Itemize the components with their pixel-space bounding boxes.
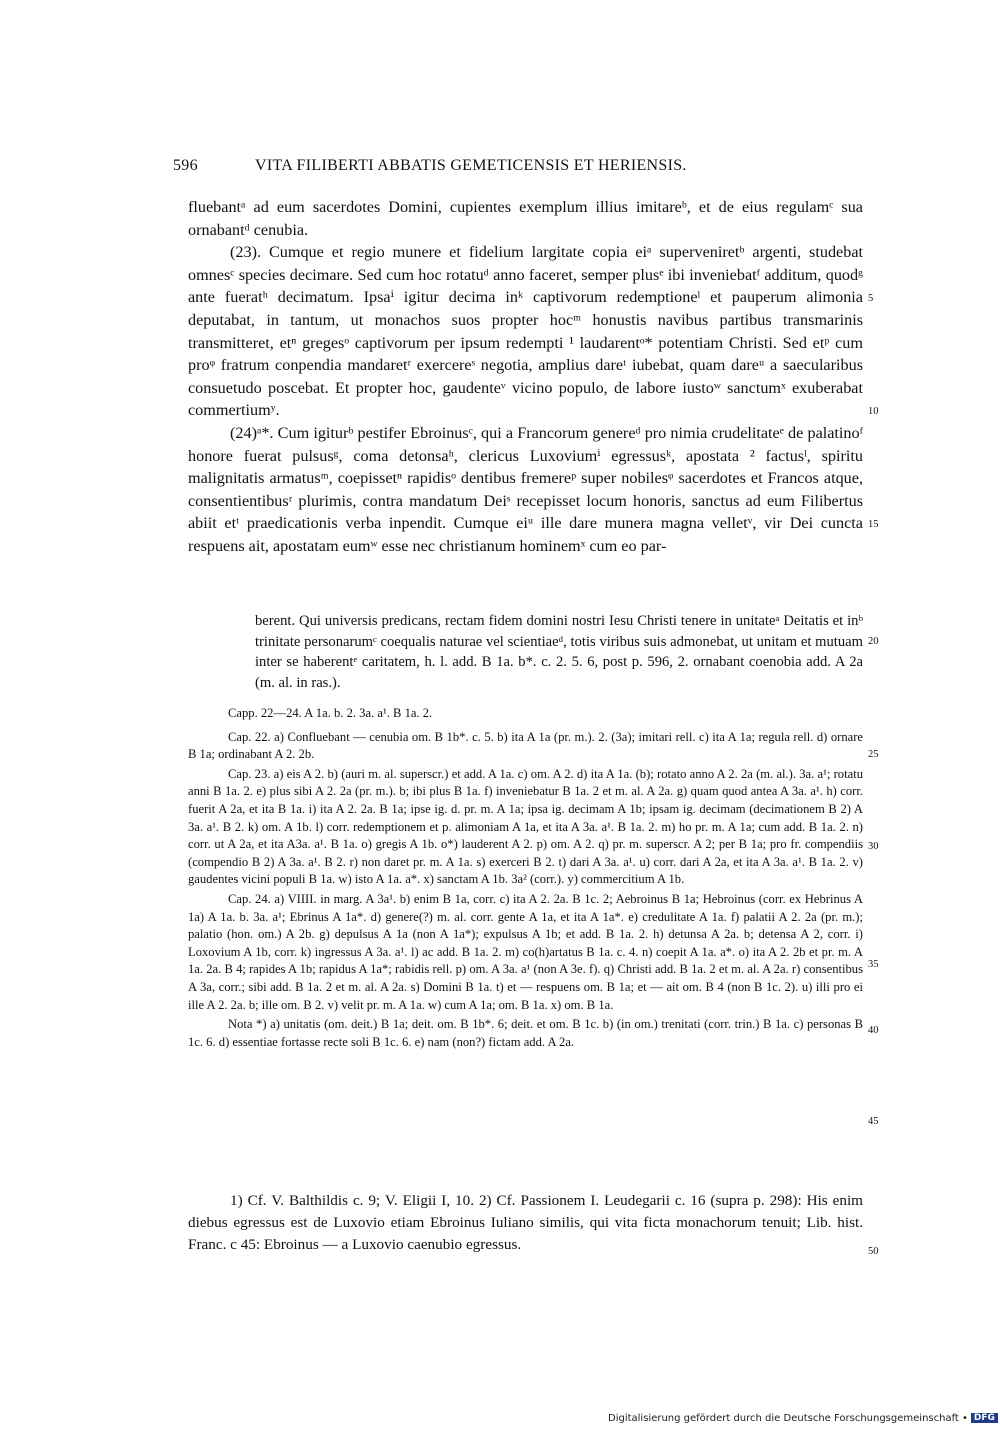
paragraph-22-end: fluebantᵃ ad eum sacerdotes Domini, cupientes exemplum illius imitareᵇ, et de eius regulamᶜ sua ornabantᵈ cenubia. — [188, 198, 863, 239]
page-number: 596 — [173, 157, 198, 174]
line-number: 10 — [868, 406, 879, 417]
footnote-text: 1) Cf. V. Balthildis c. 9; V. Eligii I, 10. 2) Cf. Passionem I. Leudegarii c. 16 (supra p. 298): His enim diebus egressus est de Luxovio etiam Ebroinus Iuliano similis, qui vita ficta monachorum tenuit; Lib. hist. Franc. c 45: Ebroinus — a Luxovio caenubio egressus. — [188, 1192, 863, 1253]
paragraph-24: (24)ᵃ*. Cum igiturᵇ pestifer Ebroinusᶜ, qui a Francorum genereᵈ pro nimia crudelitateᵉ de palatinoᶠ honore fuerat pulsusᵍ, coma detonsaʰ, clericus Luxoviumⁱ egressusᵏ, apostata ² factusˡ, spiritu malignitatis armatusᵐ, coepissetⁿ rapidisᵒ dentibus fremereᵖ super nobilesᵠ sacerdotes et Francos atque, consentientibusʳ plurimis, contra mandatum Deiˢ recepisset locum honoris, sanctus ad eum Filibertus abiit etᵗ praedicationis verba inpendit. Cumque eiᵘ ille dare munera magna velletᵛ, vir Dei cuncta respuens ait, apostatam eumʷ esse nec christianum hominemˣ cum eo par- — [188, 423, 863, 555]
footnotes — [188, 1190, 863, 1256]
apparatus-capp: Capp. 22—24. A 1a. b. 2. 3a. a¹. B 1a. 2. — [228, 706, 433, 720]
apparatus-cap-24: Cap. 24. a) VIIII. in marg. A 3a¹. b) enim B 1a, corr. c) ita A 2. 2a. B 1c. 2; Aebroinus B 1a; Hebroinus (corr. ex Hebrinus A 1a) A 1a. b. 3a. a¹; Ebrinus A 1a*. d) genere(?) m. al. corr. gente A 1a, et ita A 1a*. e) credulitate A 1a. f) palatii A 2. 2a (pr. m.); palatio (hon. om.) A 2b. g) depulsus A 1a (non A 1a*); expulsus A 1b; et add. B 1a. 2. h) detunsa A 2a. b; detensa A 2, corr. i) Loxovium A 1b, corr. k) ingressus A 3a. a¹. l) ac add. B 1a. 2. m) co(h)artatus B 1a. c. 4. n) coepit A 1a. a*. o) ita A 2. 2b et pr. m. A 1a. 2a. B 4; rapides A 1b; rapidus A 1a*; rabidis rell. p) om. A 3a. a¹ (non A 3e. f). q) Christi add. B 1a. 2 et m. al. A 2a. r) consentibus A 3a, corr.; sibi add. B 1a. 2 et m. al. A 2a. s) Domini B 1a. t) et — respuens om. B 1a; et — ait om. B 4 (non B 1c. 2). u) illi pro ei ille A 2. 2a. b; ille om. B 2. v) velit pr. m. A 1a. w) cum A 1a; om. B 1a. x) om. B 1a. — [188, 891, 863, 1012]
line-number: 25 — [868, 749, 879, 760]
critical-apparatus — [188, 705, 863, 1053]
line-number: 35 — [868, 959, 879, 970]
nota-insertion-text: berent. Qui universis predicans, rectam fidem domini nostri Iesu Christi tenere in unitateᵃ Deitatis et inᵇ trinitate personarumᶜ coequalis naturae vel scientiaeᵈ, totis viribus suis admonebat, ut unitam et mutuam inter se haberentᵉ caritatem, h. l. add. B 1a. b*. c. 2. 5. 6, post p. 596, 2. ornabant coenobia add. A 2a (m. al. in ras.). — [255, 613, 863, 691]
digitization-footer — [608, 1413, 998, 1424]
line-number: 50 — [868, 1246, 879, 1257]
apparatus-nota: Nota *) a) unitatis (om. deit.) B 1a; deit. om. B 1b*. 6; deit. et om. B 1c. b) (in om.) trenitati (corr. trin.) B 1a. c) personas B 1c. 6. d) essentiae fortasse recte soli B 1c. 6. e) nam (non?) fictam add. A 2a. — [188, 1017, 863, 1049]
line-number: 5 — [868, 293, 874, 304]
line-number: 30 — [868, 841, 879, 852]
paragraph-23: (23). Cumque et regio munere et fidelium largitate copia eiᵃ superveniretᵇ argenti, studebat omnesᶜ species decimare. Sed cum hoc rotatuᵈ anno faceret, semper plusᵉ ibi inveniebatᶠ additum, quodᵍ ante fueratʰ decimatum. Ipsaⁱ igitur decima inᵏ captivorum redemptioneˡ et pauperum alimonia deputabat, in tantum, ut monachos suos propter hocᵐ honustis navibus partibus transmarinis transmitteret, etⁿ gregesᵒ captivorum per ipsum redempti ¹ laudarentᵒ* potentiam Christi. Sed etᵖ cum proᵠ fratrum conpendia mandaretʳ exercereˢ negotia, amplius dareᵗ iubebat, quam dareᵘ a saecularibus consuetudo poscebat. Et propter hoc, gaudenteᵛ vicino populo, de labore iustoʷ sanctumˣ exuberabat commertiumʸ. — [188, 243, 863, 420]
nota-insertion — [255, 611, 863, 693]
dfg-logo-icon: DFG — [971, 1413, 998, 1423]
footer-text: Digitalisierung gefördert durch die Deutsche Forschungsgemeinschaft • — [608, 1413, 968, 1424]
main-text — [188, 196, 863, 558]
running-title: VITA FILIBERTI ABBATIS GEMETICENSIS ET HERIENSIS. — [255, 157, 687, 174]
line-number: 20 — [868, 636, 879, 647]
line-number: 45 — [868, 1116, 879, 1127]
line-number: 40 — [868, 1025, 879, 1036]
apparatus-cap-23: Cap. 23. a) eis A 2. b) (auri m. al. superscr.) et add. A 1a. c) om. A 2. d) ita A 1a. (b); rotato anno A 2. 2a (m. al.). 3a. a¹; rotatu anni B 1a. 2. e) plus sibi A 2. 2a (pr. m.). b; ibi plus B 1a. f) inveniebatur B 1a. 2 et m. al. A 2a. g) quam quod antea A 3a. a¹. h) corr. fuerit A 2a, et ita B 1a. i) ita A 2. 2a. B 1a; ipse ig. d. pr. m. A 1a; ipsa ig. decimam A 1b; ipsam ig. decimam (decimationem B 2) A 3a. a¹. B 2. k) om. A 1b. l) corr. redemptionem et p. alimoniam A 1a, et ita A 3a. a¹. B 1a. 2. m) ho pr. m. A 1a; cum add. B 1a. 2. n) corr. ut A 2a, et ita A3a. a¹. B 1a. o) gregis A 1b. o*) lauderent A 2. p) om. A 2. q) pr. m. superscr. A 2; per B 1a; pro fr. compendiis (compendio B 2) A 3a. a¹. B 2. r) non daret pr. m. A 1a. s) exerceri B 2. t) dari A 3a. a¹. u) corr. dari A 2a, et ita A 3a. a¹. B 1a. 2. v) gaudentes vicini populi B 1a. w) isto A 1a. a*. x) sanctam A 1b. 3a² (corr.). y) commercitium A 1b. — [188, 766, 863, 887]
apparatus-cap-22: Cap. 22. a) Confluebant — cenubia om. B 1b*. c. 5. b) ita A 1a (pr. m.). 2. (3a); imitari rell. c) ita A 1a; regula rell. d) ornare B 1a; ordinabant A 2. 2b. — [188, 729, 863, 762]
line-number: 15 — [868, 519, 879, 530]
